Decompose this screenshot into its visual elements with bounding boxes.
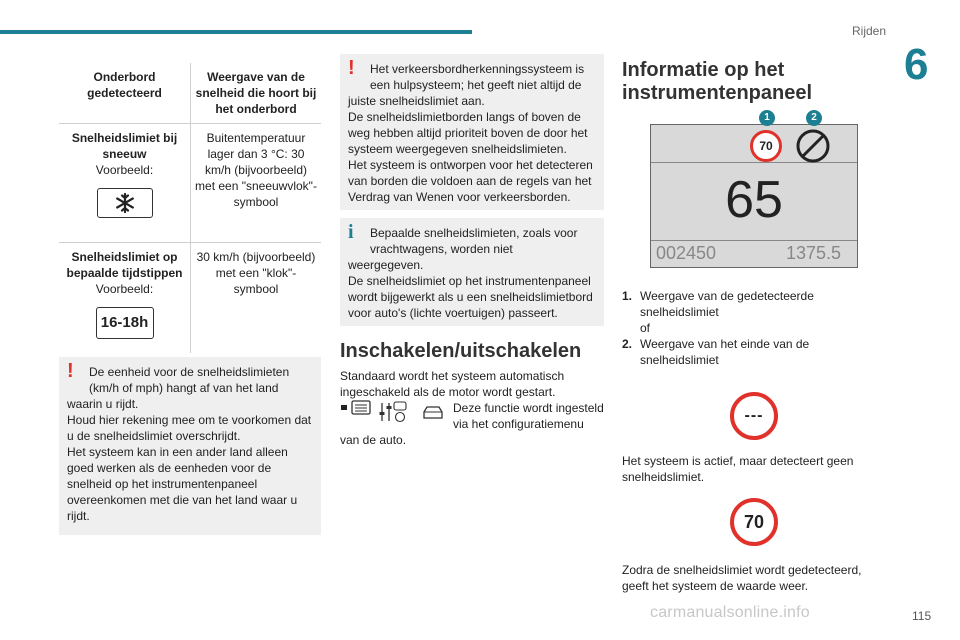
table-cell (59, 243, 191, 354)
speed-readout: 65 (725, 171, 783, 229)
table-header-cell: Weergave van de snelheid die hoort bij het onderbord (195, 70, 317, 116)
note-text: De snelheidslimiet op het instrumentenpaneel wordt bijgewerkt als u een snelheidslimietbord voor auto's (lichte voertuigen) passeert. (348, 274, 593, 320)
note-text: Het verkeersbordherkenningssysteem is een hulpsysteem; het geeft niet altijd de (370, 62, 585, 92)
speed-limit-sign: 70 (730, 498, 778, 546)
warning-note-units (59, 357, 321, 535)
instrument-cluster-illustration (650, 110, 858, 268)
note-text: De snelheidslimietborden langs of boven de weg hebben altijd prioriteit boven de door het systeem weergegeven snelheidslimieten. (348, 110, 588, 156)
info-note (340, 218, 604, 326)
toggle-menu-text: Deze functie wordt ingesteld via het configuratiemenu (453, 401, 604, 431)
note-text: waarin u rijdt. (67, 397, 139, 411)
table-header-cell: Onderbord gedetecteerd (59, 63, 191, 124)
note-text: juiste snelheidslimiet aan. (348, 94, 485, 108)
active-text: Het systeem is actief, maar detecteert geen snelheidslimiet. (622, 454, 854, 484)
item-or: of (640, 321, 651, 335)
section-title-toggle: Inschakelen/uitschakelen (340, 340, 582, 362)
item-text: Weergave van de gedetecteerde snelheidslimiet (640, 289, 814, 319)
snowflake-icon (97, 188, 153, 218)
item-number: 2. (622, 337, 633, 351)
note-text: Houd hier rekening mee om te voorkomen dat u de snelheidslimiet overschrijdt. (67, 413, 312, 443)
callout-2: 2 (806, 110, 822, 126)
item-text: Weergave van het einde van de snelheidslimiet (640, 337, 810, 367)
note-text: De eenheid voor de snelheidslimieten (km/h of mph) hangt af van het land (89, 365, 290, 395)
toggle-body: Standaard wordt het systeem automatisch ingeschakeld als de motor wordt gestart. (340, 369, 565, 399)
detected-text: Zodra de snelheidslimiet wordt gedetecteerd, geeft het systeem de waarde weer. (622, 563, 862, 593)
title-line: Informatie op het (622, 59, 785, 81)
warning-note-system (340, 54, 604, 210)
note-text: Het systeem is ontworpen voor het detecteren van borden die voldoen aan de regels van het Verdrag van Wenen voor verkeersborden. (348, 158, 593, 204)
note-text: Het systeem kan in een ander land alleen goed werken als de eenheden voor de snelheid op het instrumentenpaneel overeenkomen met die van het land waar u rijdt. (67, 445, 298, 523)
row-title: Snelheidslimiet op bepaalde tijdstippen (66, 250, 183, 280)
table-cell: 30 km/h (bijvoorbeeld) met een "klok"-symbool (191, 243, 322, 354)
toggle-menu-text-end: van de auto. (340, 433, 407, 447)
trip-meter: 1375.5 (786, 243, 842, 263)
callout-1: 1 (759, 110, 775, 126)
chapter-number: 6 (904, 40, 929, 89)
sub-sign-table (59, 63, 321, 353)
title-line: instrumentenpaneel (622, 82, 813, 104)
item-number: 1. (622, 289, 633, 303)
info-icon: i (348, 221, 354, 243)
table-cell (59, 124, 191, 243)
page-number: 115 (912, 609, 932, 623)
time-plate-sign: 16-18h (96, 307, 154, 339)
end-limit-sign (794, 127, 832, 170)
watermark: carmanualsonline.info (650, 604, 810, 621)
warning-icon: ! (348, 57, 355, 79)
table-cell: Buitentemperatuur lager dan 3 °C: 30 km/h (bijvoorbeeld) met een "sneeuwvlok"-symbool (191, 124, 322, 243)
section-title-info (622, 59, 812, 105)
warning-icon: ! (67, 360, 74, 382)
row-title: Snelheidslimiet bij sneeuw (71, 131, 178, 161)
no-limit-sign: --- (730, 392, 778, 440)
table-row (59, 243, 321, 354)
menu-icons (340, 399, 450, 425)
cluster-divider (651, 240, 857, 241)
table-row (59, 124, 321, 243)
section-header: Rijden (852, 24, 887, 38)
row-example-label: Voorbeeld: (95, 163, 154, 177)
note-text: weergegeven. (348, 258, 424, 272)
top-accent-bar (0, 30, 472, 34)
list-item (622, 288, 852, 336)
list-item (622, 336, 852, 368)
row-example-label: Voorbeeld: (95, 282, 154, 296)
note-text: Bepaalde snelheidslimieten, zoals voor vrachtwagens, worden niet (370, 226, 578, 256)
limit-sign: 70 (750, 130, 782, 162)
odometer: 002450 (656, 243, 717, 263)
table-header-row (59, 63, 321, 124)
